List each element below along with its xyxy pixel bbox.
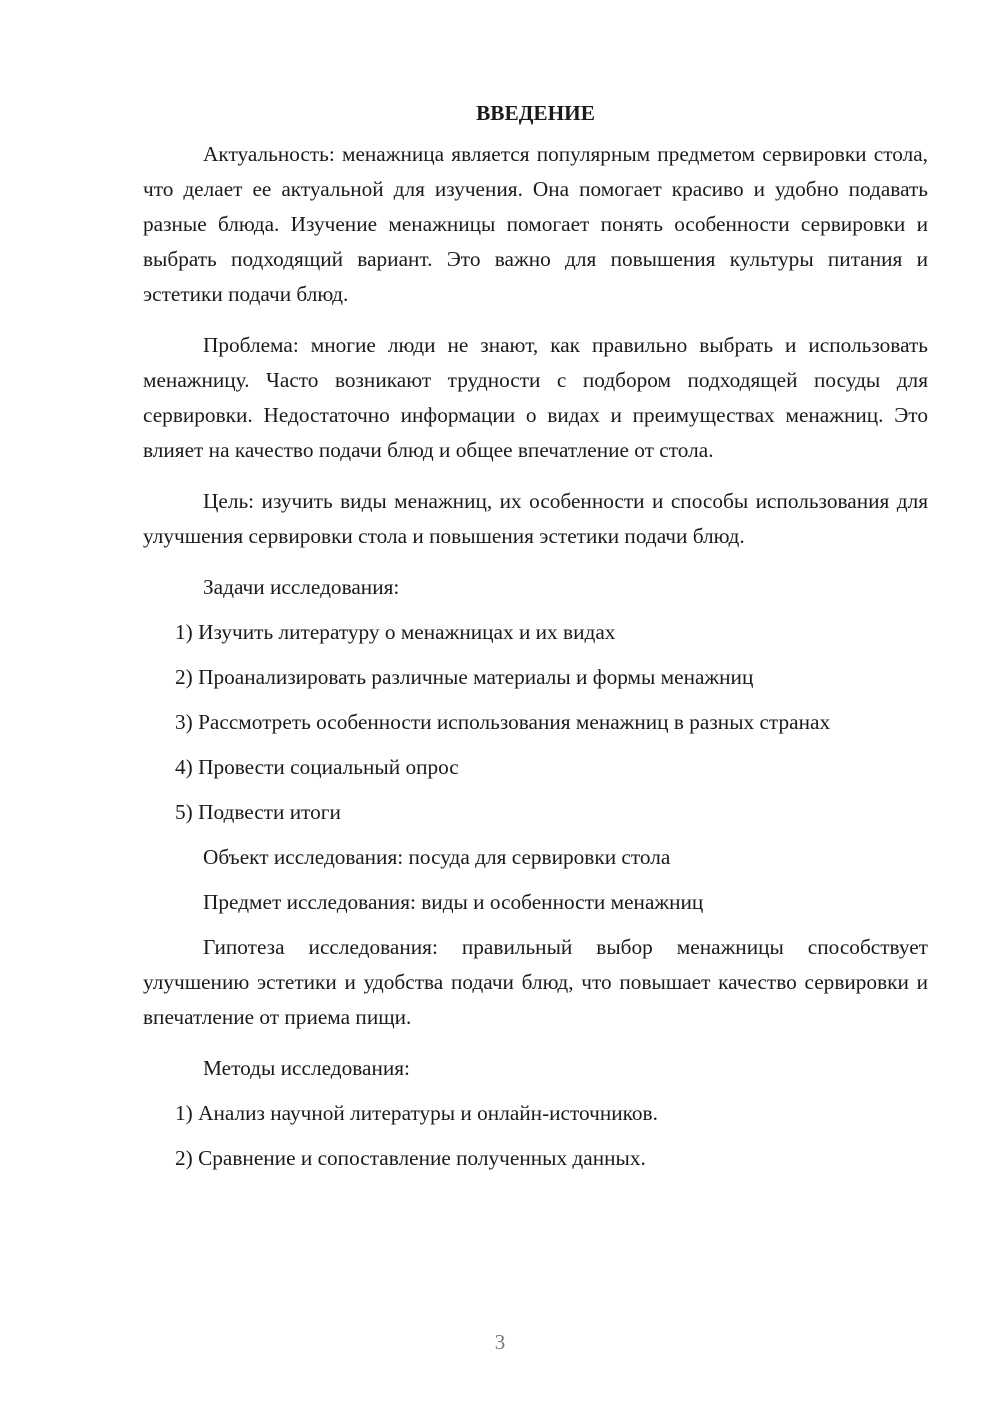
task-item: 3) Рассмотреть особенности использования менажниц в разных странах — [175, 710, 831, 734]
subject-paragraph: Предмет исследования: виды и особенности менажниц — [203, 890, 704, 914]
hypothesis-paragraph: Гипотеза исследования: правильный выбор менажницы способствует улучшению эстетики и удобства подачи блюд, что повышает качество сервировки и впечатление от приема пищи. — [143, 935, 928, 1029]
problem-paragraph: Проблема: многие люди не знают, как правильно выбрать и использовать менажницу. Часто возникают трудности с подбором подходящей посуды для сервировки. Недостаточно информации о видах и преимуществах менажниц. Это влияет на качество подачи блюд и общее впечатление от стола. — [143, 333, 928, 462]
task-item: 1) Изучить литературу о менажницах и их видах — [175, 620, 616, 644]
methods-heading: Методы исследования: — [203, 1056, 410, 1080]
task-item: 5) Подвести итоги — [175, 800, 341, 824]
tasks-heading: Задачи исследования: — [203, 575, 400, 599]
task-item: 2) Проанализировать различные материалы и формы менажниц — [175, 665, 754, 689]
goal-paragraph: Цель: изучить виды менажниц, их особенности и способы использования для улучшения сервировки стола и повышения эстетики подачи блюд. — [143, 489, 928, 548]
method-item: 1) Анализ научной литературы и онлайн-источников. — [175, 1101, 658, 1125]
document-page — [143, 96, 928, 1186]
section-title: ВВЕДЕНИЕ — [476, 101, 595, 125]
page-number: 3 — [494, 1330, 506, 1354]
method-item: 2) Сравнение и сопоставление полученных данных. — [175, 1146, 646, 1170]
relevance-paragraph: Актуальность: менажница является популярным предметом сервировки стола, что делает ее актуальной для изучения. Она помогает красиво и удобно подавать разные блюда. Изучение менажницы помогает понять особенности сервировки и выбрать подходящий вариант. Это важно для повышения культуры питания и эстетики подачи блюд. — [143, 142, 928, 306]
object-paragraph: Объект исследования: посуда для сервировки стола — [203, 845, 671, 869]
task-item: 4) Провести социальный опрос — [175, 755, 459, 779]
